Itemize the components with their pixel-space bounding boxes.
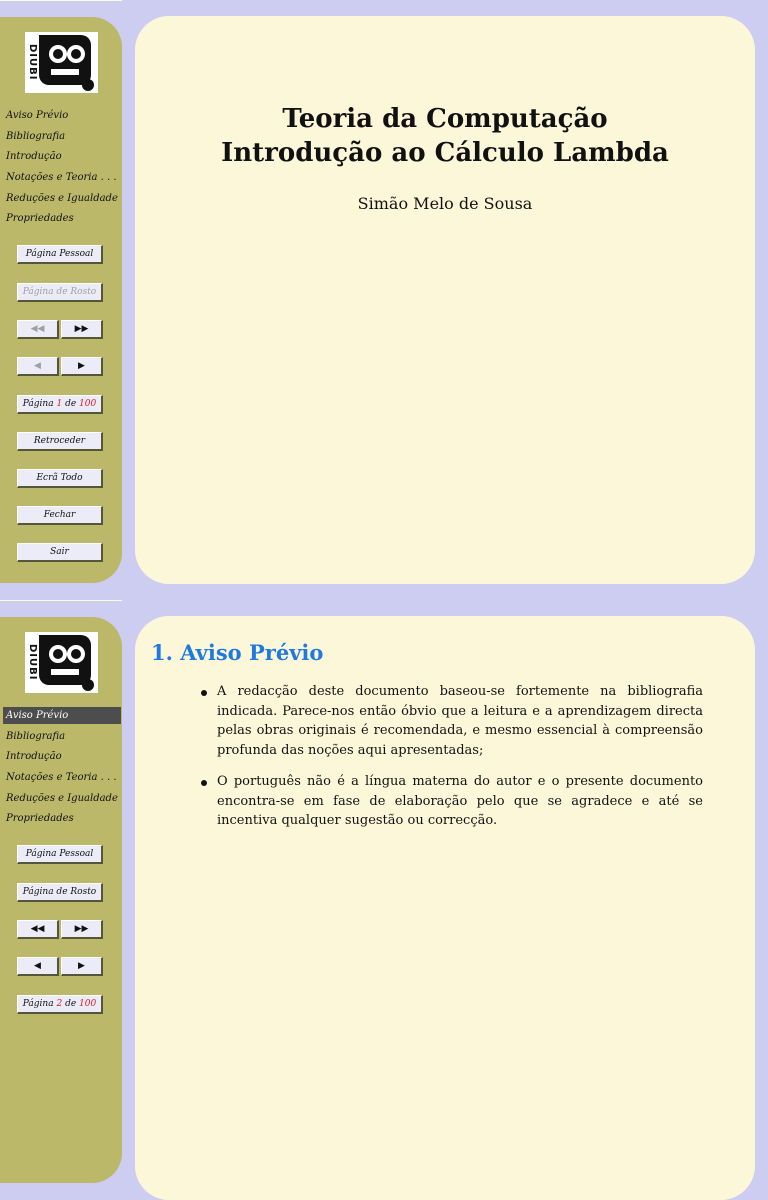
sidebar [0, 617, 122, 1183]
page-indicator[interactable] [17, 995, 103, 1014]
pagina-rosto-button[interactable]: Página de Rosto [17, 283, 103, 302]
page-of: de [65, 999, 77, 1009]
logo-text: DIUBI [27, 644, 38, 681]
toc-item-aviso-previo[interactable]: Aviso Prévio [3, 707, 121, 724]
page-prefix: Página [22, 999, 54, 1009]
right-arrow-icon: ▶ [78, 361, 85, 371]
diubi-logo [25, 32, 98, 93]
first-page-button[interactable] [17, 320, 59, 339]
title-card [135, 16, 755, 584]
bullet-icon [201, 780, 207, 786]
retroceder-button[interactable]: Retroceder [17, 432, 103, 451]
toc-item-introducao[interactable]: Introdução [6, 151, 62, 163]
prev-page-button[interactable] [17, 957, 59, 976]
double-right-arrow-icon: ▶▶ [74, 324, 89, 334]
sidebar-separator [0, 600, 122, 601]
content-card [135, 616, 755, 1200]
page-prefix: Página [22, 399, 54, 409]
page-total: 100 [79, 999, 97, 1009]
last-page-button[interactable] [61, 920, 103, 939]
list-item [201, 682, 703, 760]
toc [0, 107, 122, 231]
toc-item-introducao[interactable]: Introdução [6, 751, 62, 763]
sidebar [0, 17, 122, 583]
right-arrow-icon: ▶ [78, 961, 85, 971]
diubi-logo [25, 632, 98, 693]
fechar-button[interactable]: Fechar [17, 506, 103, 525]
left-arrow-icon: ◀ [34, 961, 41, 971]
title-line-1: Teoria da Computação [282, 104, 608, 134]
title-line-2: Introdução ao Cálculo Lambda [221, 138, 669, 168]
first-page-button[interactable] [17, 920, 59, 939]
toc-item-notacoes[interactable]: Notações e Teoria . . . [6, 172, 117, 184]
bullet-icon [201, 690, 207, 696]
page-of: de [65, 399, 77, 409]
author: Simão Melo de Sousa [357, 194, 533, 213]
sair-button[interactable]: Sair [17, 543, 103, 562]
sidebar-separator [0, 0, 122, 1]
double-left-arrow-icon: ◀◀ [30, 324, 45, 334]
page-current: 1 [56, 399, 63, 409]
toc-item-aviso-previo[interactable]: Aviso Prévio [6, 110, 69, 121]
toc-item-bibliografia[interactable]: Bibliografia [6, 130, 66, 142]
toc [0, 707, 122, 831]
page-indicator[interactable] [17, 395, 103, 414]
bullet-text: O português não é a língua materna do autor e o presente documento encontra-se em fase de elaboração pelo que se agradece e até se incentiva qualquer sugestão ou correcção. [217, 774, 703, 828]
pagina-rosto-button[interactable]: Página de Rosto [17, 883, 103, 902]
page-current: 2 [56, 999, 63, 1009]
last-page-button[interactable] [61, 320, 103, 339]
prev-page-button[interactable] [17, 357, 59, 376]
ecra-todo-button[interactable]: Ecrã Todo [17, 469, 103, 488]
toc-item-notacoes[interactable]: Notações e Teoria . . . [6, 772, 117, 784]
toc-item-reducoes[interactable]: Reduções e Igualdade [6, 192, 118, 204]
double-right-arrow-icon: ▶▶ [74, 924, 89, 934]
double-left-arrow-icon: ◀◀ [30, 924, 45, 934]
section-title: 1. Aviso Prévio [151, 640, 324, 665]
bullet-list [201, 682, 703, 843]
toc-item-bibliografia[interactable]: Bibliografia [6, 730, 66, 742]
next-page-button[interactable] [61, 357, 103, 376]
toc-item-propriedades[interactable]: Propriedades [6, 813, 74, 825]
toc-item-propriedades[interactable]: Propriedades [6, 213, 74, 225]
next-page-button[interactable] [61, 957, 103, 976]
pagina-pessoal-button[interactable]: Página Pessoal [17, 845, 103, 864]
left-arrow-icon: ◀ [34, 361, 41, 371]
page-total: 100 [79, 399, 97, 409]
pagina-pessoal-button[interactable]: Página Pessoal [17, 245, 103, 264]
list-item [201, 772, 703, 831]
title-block [135, 102, 755, 213]
slide-2 [0, 600, 768, 1200]
bullet-text: A redacção deste documento baseou-se fortemente na bibliografia indicada. Parece-nos então óbvio que a leitura e a aprendizagem directa pelas obras originais é recomendada, e mesmo essencial à compreensão profunda das noções aqui apresentadas; [217, 684, 703, 758]
logo-text: DIUBI [27, 44, 38, 81]
toc-item-reducoes[interactable]: Reduções e Igualdade [6, 792, 118, 804]
